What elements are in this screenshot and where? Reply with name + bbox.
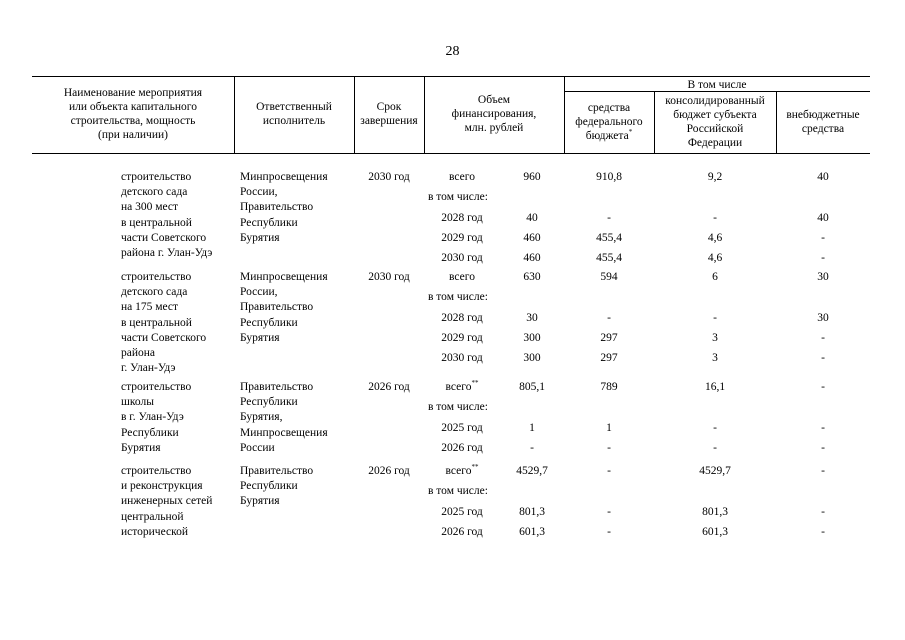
total-funding: - [530,441,534,454]
federal-funding: 910,8 [596,171,622,183]
regional-funding: - [713,441,717,454]
header-executor: Ответственный исполнитель [256,101,332,127]
total-funding: 300 [523,331,541,344]
object-name-line: строительство [121,381,192,393]
object-name-line: школы [121,396,154,409]
total-funding: 960 [523,171,541,183]
table-top-rule [32,76,870,77]
executor-line: Бурятия, [240,411,283,424]
executor-line: Минпросвещения [240,171,328,183]
regional-funding: 3 [712,352,718,365]
line-label-text: 2029 год [441,331,483,344]
line-label [424,170,500,184]
federal-funding: 789 [600,381,618,393]
object-name-line: г. Улан-Удэ [121,362,176,375]
line-label-text: 2026 год [441,441,483,454]
extrabudget-funding: - [821,352,825,365]
line-label [424,211,500,225]
subtotal-caption: в том числе: [428,291,488,304]
header-funding: Объем финансирования, млн. рублей [451,94,537,134]
extrabudget-funding: - [821,421,825,434]
object-name-line: в г. Улан-Удэ [121,411,184,424]
total-funding: 460 [523,252,541,265]
line-label-text: 2025 год [441,421,483,434]
object-name-line: и реконструкция [121,480,203,493]
object-name-line: инженерных сетей [121,495,213,508]
object-name-line: в центральной [121,216,192,229]
header-bottom-rule [32,153,870,154]
completion-term: 2026 год [368,465,410,477]
line-label-text: всего [449,271,475,283]
federal-funding: - [607,505,611,518]
federal-footnote-mark: * [628,128,633,137]
line-label-text: 2026 год [441,525,483,538]
line-label [424,380,500,394]
completion-term: 2026 год [368,381,410,393]
line-label [424,331,500,345]
object-name-line: строительство [121,171,192,183]
line-label [424,421,500,435]
federal-funding: 455,4 [596,231,622,244]
extrabudget-funding: 40 [817,211,829,224]
line-label-text: 2029 год [441,231,483,244]
federal-funding: - [607,441,611,454]
executor-line: Минпросвещения [240,271,328,283]
subtotal-caption: в том числе: [428,485,488,498]
regional-funding: - [713,311,717,324]
object-name-line: Республики [121,426,179,439]
total-funding: 601,3 [519,525,545,538]
subtotal-caption: в том числе: [428,191,488,204]
extrabudget-funding: 30 [817,311,829,324]
regional-funding: 9,2 [707,171,723,183]
extrabudget-funding: - [821,525,825,538]
object-name-line: на 300 мест [121,201,179,214]
object-name-line: части Советского [121,231,207,244]
regional-funding: 6 [712,271,718,283]
executor-line: Правительство [240,301,314,314]
extrabudget-funding: 40 [817,171,829,183]
object-name-line: в центральной [121,316,192,329]
line-label-text: всего [449,171,475,183]
federal-funding: 297 [600,352,618,365]
line-label-text: 2025 год [441,505,483,518]
regional-funding: 3 [712,331,718,344]
total-funding: 1 [529,421,535,434]
regional-funding: 4,6 [707,252,723,265]
line-label-text: 2030 год [441,352,483,365]
header-term: Срок завершения [360,101,418,127]
regional-funding: 801,3 [702,505,728,518]
extrabudget-funding: - [821,465,825,477]
header-regional: консолидированный бюджет субъекта Российской Федерации [665,95,765,149]
extrabudget-funding: - [821,252,825,265]
executor-line: Бурятия [240,231,280,244]
page-number: 28 [445,44,460,59]
line-label [424,270,500,284]
total-funding: 4529,7 [516,465,548,477]
total-funding: 630 [523,271,541,283]
federal-funding: - [607,311,611,324]
line-label-text: 2030 год [441,252,483,265]
line-label-text: 2028 год [441,211,483,224]
total-funding: 40 [526,211,538,224]
completion-term: 2030 год [368,171,410,183]
object-name-line: строительство [121,271,192,283]
federal-funding: - [607,211,611,224]
executor-line: России, [240,286,278,299]
total-funding: 30 [526,311,538,324]
federal-funding: 1 [606,421,612,434]
object-name-line: Бурятия [121,441,161,454]
object-name-line: на 175 мест [121,301,179,314]
line-label-text: всего [445,465,472,477]
executor-line: Правительство [240,381,314,393]
regional-funding: 16,1 [704,381,726,393]
federal-funding: 594 [600,271,618,283]
header-group: В том числе [687,79,747,91]
federal-funding: 455,4 [596,252,622,265]
line-label [424,251,500,265]
executor-line: Республики [240,396,298,409]
executor-line: Правительство [240,465,314,477]
extrabudget-funding: - [821,231,825,244]
executor-line: Бурятия [240,495,280,508]
line-label [424,441,500,455]
total-funding: 300 [523,352,541,365]
object-name-line: части Советского [121,331,207,344]
federal-funding: 297 [600,331,618,344]
header-extrabudget: внебюджетные средства [786,109,860,135]
object-name-line: строительство [121,465,192,477]
extrabudget-funding: - [821,381,825,393]
total-funding: 801,3 [519,505,545,518]
footnote-mark: ** [471,379,479,388]
total-funding: 805,1 [519,381,545,393]
extrabudget-funding: - [821,441,825,454]
executor-line: Республики [240,480,298,493]
object-name-line: района [121,347,156,359]
executor-line: Минпросвещения [240,426,328,439]
regional-funding: - [713,211,717,224]
line-label [424,505,500,519]
executor-line: Правительство [240,201,314,214]
executor-line: Республики [240,316,298,329]
line-label [424,311,500,325]
completion-term: 2030 год [368,271,410,283]
line-label [424,525,500,539]
object-name-line: детского сада [121,186,188,199]
object-name-line: детского сада [121,286,188,299]
line-label [424,464,500,478]
executor-line: Бурятия [240,331,280,344]
regional-funding: 4529,7 [699,465,731,477]
regional-funding: - [713,421,717,434]
extrabudget-funding: - [821,331,825,344]
subtotal-caption: в том числе: [428,401,488,414]
federal-funding: - [607,465,611,477]
executor-line: России, [240,186,278,199]
object-name-line: исторической [121,525,188,538]
extrabudget-funding: 30 [817,271,829,283]
total-funding: 460 [523,231,541,244]
object-name-line: центральной [121,510,184,523]
executor-line: России [240,441,275,454]
line-label-text: всего [445,381,472,393]
header-name: Наименование мероприятия или объекта капитального строительства, мощность (при наличии) [63,87,203,141]
executor-line: Республики [240,216,298,229]
extrabudget-funding: - [821,505,825,518]
footnote-mark: ** [471,463,479,472]
regional-funding: 601,3 [702,525,728,538]
object-name-line: района г. Улан-Удэ [121,247,213,259]
line-label [424,351,500,365]
regional-funding: 4,6 [707,231,723,244]
federal-funding: - [607,525,611,538]
line-label [424,231,500,245]
line-label-text: 2028 год [441,311,483,324]
header-federal: средства федерального бюджета* [575,102,643,142]
